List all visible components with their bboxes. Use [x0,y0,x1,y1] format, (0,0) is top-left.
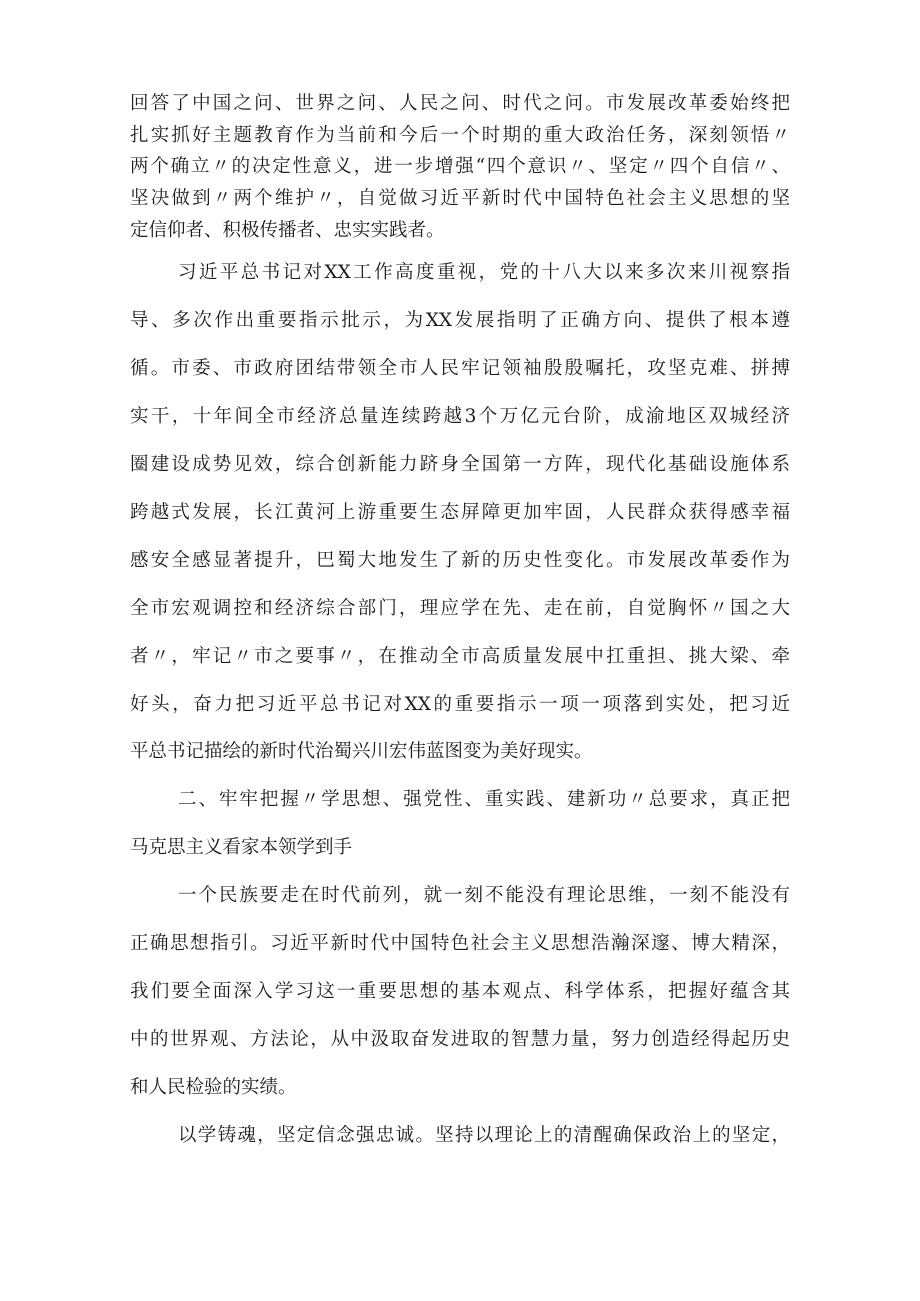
paragraph-line: 平总书记描绘的新时代治蜀兴川宏伟蓝图变为美好现实。 [130,741,593,762]
paragraph-line: 和人民检验的实绩。 [130,1077,297,1098]
section-heading-line: 二、牢牢把握〃学思想、强党性、重实践、建新功〃总要求，真正把 [178,789,790,810]
paragraph-line: 实干，十年间全市经济总量连续跨越3个万亿元台阶，成渝地区双城经济 [130,406,790,427]
paragraph-line: 跨越式发展，长江黄河上游重要生态屏障更加牢固，人民群众获得感幸福 [130,502,790,523]
paragraph-line: 全市宏观调控和经济综合部门，理应学在先、走在前，自觉胸怀〃国之大 [130,598,790,619]
paragraph-line: 以学铸魂，坚定信念强忠诚。坚持以理论上的清醒确保政治上的坚定， [178,1125,790,1146]
paragraph-line: 圈建设成势见效，综合创新能力跻身全国第一方阵，现代化基础设施体系 [130,454,790,475]
paragraph-line: 定信仰者、积极传播者、忠实实践者。 [130,220,445,241]
paragraph-line: 扎实抓好主题教育作为当前和今后一个时期的重大政治任务，深刻领悟〃 [130,125,790,146]
paragraph-line: 习近平总书记对XX工作高度重视，党的十八大以来多次来川视察指 [178,262,790,283]
paragraph-line: 我们要全面深入学习这一重要思想的基本观点、科学体系，把握好蕴含其 [130,981,790,1002]
paragraph-line: 坚决做到〃两个维护〃，自觉做习近平新时代中国特色社会主义思想的坚 [130,188,790,209]
paragraph-line: 两个确立〃的决定性意义，进一步增强“四个意识〃、坚定〃四个自信〃、 [130,156,790,177]
section-heading-line: 马克思主义看家本领学到手 [130,837,353,858]
paragraph-line: 导、多次作出重要指示批示，为XX发展指明了正确方向、提供了根本遵 [130,310,790,331]
paragraph-line: 好头，奋力把习近平总书记对XX的重要指示一项一项落到实处，把习近 [130,694,790,715]
paragraph-line: 回答了中国之问、世界之问、人民之问、时代之问。市发展改革委始终把 [130,93,790,114]
paragraph-line: 感安全感显著提升，巴蜀大地发生了新的历史性变化。市发展改革委作为 [130,550,790,571]
paragraph-line: 循。市委、市政府团结带领全市人民牢记领袖殷殷嘱托，攻坚克难、拼搏 [130,358,790,379]
paragraph-line: 中的世界观、方法论，从中汲取奋发进取的智慧力量，努力创造经得起历史 [130,1029,790,1050]
paragraph-line: 者〃，牢记〃市之要事〃，在推动全市高质量发展中扛重担、挑大梁、牵 [130,646,790,667]
paragraph-line: 正确思想指引。习近平新时代中国特色社会主义思想浩瀚深邃、博大精深， [130,933,790,954]
paragraph-line: 一个民族要走在时代前列，就一刻不能没有理论思维，一刻不能没有 [178,885,790,906]
